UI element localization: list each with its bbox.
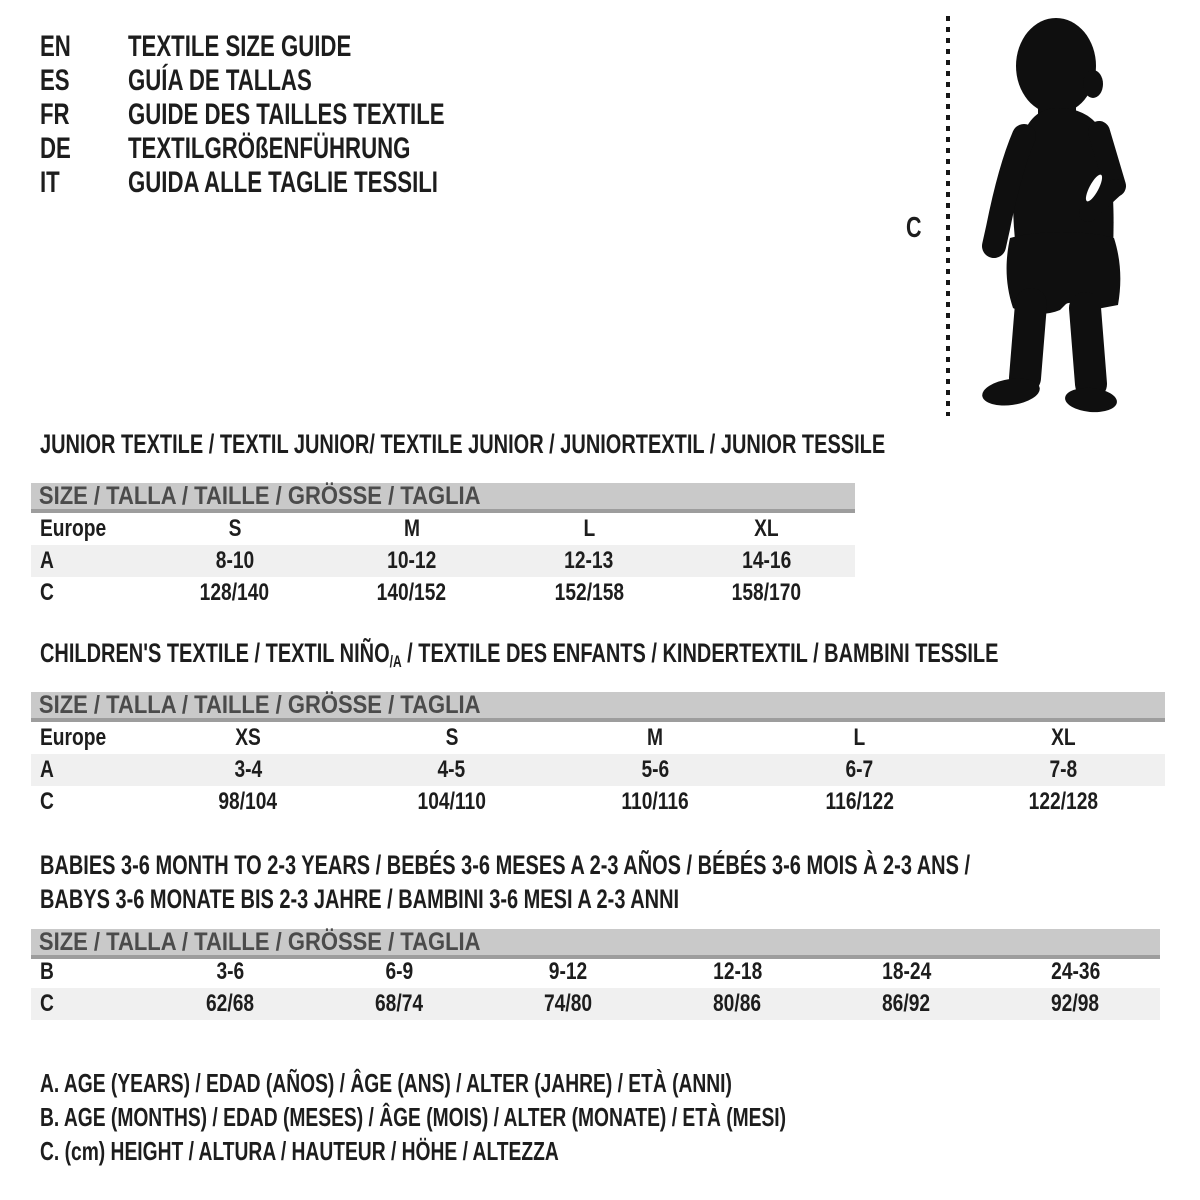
height-cell: 140/152 [377,579,447,606]
language-row [40,30,556,64]
legend-line-b: B. AGE (MONTHS) / EDAD (MESES) / ÂGE (MOIS) / ALTER (MONATE) / ETÀ (MESI) [40,1102,787,1132]
age-cell: 18-24 [881,958,932,985]
row-label: C [40,990,54,1017]
toddler-silhouette [968,16,1132,416]
size-cell: L [583,515,595,542]
age-cell: 8-10 [215,547,254,574]
row-label: A [40,547,54,574]
age-cell: 14-16 [741,547,791,574]
legend-line-a: A. AGE (YEARS) / EDAD (AÑOS) / ÂGE (ANS) / ALTER (JAHRE) / ETÀ (ANNI) [40,1068,732,1098]
age-cell: 7-8 [1049,756,1077,783]
height-cell: 74/80 [544,990,593,1017]
junior-section-heading: JUNIOR TEXTILE / TEXTIL JUNIOR/ TEXTILE JUNIOR / JUNIORTEXTIL / JUNIOR TESSILE [40,429,886,459]
language-title-block [40,30,556,200]
height-cell: 110/116 [621,788,690,815]
height-cell: 116/122 [825,788,894,815]
age-cell: 5-6 [641,756,670,783]
language-row [40,98,556,132]
age-cell: 12-18 [712,958,763,985]
age-cell: 12-13 [564,547,614,574]
size-cell: XL [754,515,779,542]
age-cell: 10-12 [387,547,437,574]
height-cell: 86/92 [882,990,931,1017]
children-size-table [31,722,1165,818]
table-row [31,956,1160,988]
size-cell: XS [235,724,261,751]
language-row [40,132,556,166]
language-row [40,64,556,98]
height-cell: 80/86 [713,990,762,1017]
height-cell: 128/140 [199,579,270,606]
guide-title: TEXTILGRÖßENFÜHRUNG [128,132,411,165]
language-row [40,166,556,200]
guide-title: GUÍA DE TALLAS [128,64,313,97]
guide-title: TEXTILE SIZE GUIDE [128,30,352,63]
row-label: A [40,756,54,783]
legend-line-c: C. (cm) HEIGHT / ALTURA / HAUTEUR / HÖHE / ALTEZZA [40,1136,559,1166]
measure-label-c: C [906,212,922,244]
language-code: FR [40,98,70,131]
table-row [31,754,1165,786]
row-label: Europe [40,724,107,751]
size-cell: S [445,724,459,751]
age-cell: 24-36 [1050,958,1101,985]
language-code: IT [40,166,60,199]
height-cell: 122/128 [1028,788,1098,815]
height-cell: 152/158 [554,579,624,606]
size-cell: M [403,515,420,542]
junior-size-header-bar: SIZE / TALLA / TAILLE / GRÖSSE / TAGLIA [31,483,855,513]
age-cell: 3-6 [216,958,245,985]
table-row [31,545,855,577]
age-cell: 6-7 [845,756,874,783]
language-code: EN [40,30,71,63]
babies-size-header-bar: SIZE / TALLA / TAILLE / GRÖSSE / TAGLIA [31,929,1160,959]
age-cell: 3-4 [234,756,262,783]
table-row [31,988,1160,1020]
row-label: B [40,958,54,985]
height-cell: 62/68 [206,990,255,1017]
height-cell: 158/170 [731,579,802,606]
size-cell: L [853,724,866,751]
row-label: Europe [40,515,107,542]
height-measure-dashed-line [946,16,950,416]
guide-title: GUIDE DES TAILLES TEXTILE [128,98,445,131]
age-cell: 4-5 [437,756,466,783]
size-cell: M [647,724,664,751]
age-cell: 6-9 [385,958,414,985]
height-cell: 68/74 [375,990,424,1017]
children-section-heading: CHILDREN'S TEXTILE / TEXTIL $NIÑO_{/A}$ / TEXTILE DES ENFANTS / KINDERTEXTIL / BAMBINI TESSILE [40,638,999,671]
table-row [31,513,855,545]
height-cell: 92/98 [1051,990,1100,1017]
row-label: C [40,579,54,606]
table-row [31,577,855,609]
size-cell: XL [1050,724,1076,751]
junior-size-table [31,513,855,609]
babies-size-table [31,956,1160,1020]
babies-section-heading: BABIES 3-6 MONTH TO 2-3 YEARS / BEBÉS 3-6 MESES A 2-3 AÑOS / BÉBÉS 3-6 MOIS À 2-3 ANS / BABYS 3-6 MONATE BIS 2-3 JAHRE / BAMBINI 3-6 MESI A 2-3 ANNI [40,850,971,914]
table-row [31,786,1165,818]
table-row [31,722,1165,754]
height-cell: 98/104 [218,788,278,815]
language-code: DE [40,132,71,165]
guide-title: GUIDA ALLE TAGLIE TESSILI [128,166,439,199]
height-cell: 104/110 [417,788,486,815]
language-code: ES [40,64,70,97]
size-cell: S [228,515,242,542]
children-size-header-bar: SIZE / TALLA / TAILLE / GRÖSSE / TAGLIA [31,692,1165,722]
age-cell: 9-12 [549,958,588,985]
measurement-legend [40,1066,1048,1168]
row-label: C [40,788,54,815]
